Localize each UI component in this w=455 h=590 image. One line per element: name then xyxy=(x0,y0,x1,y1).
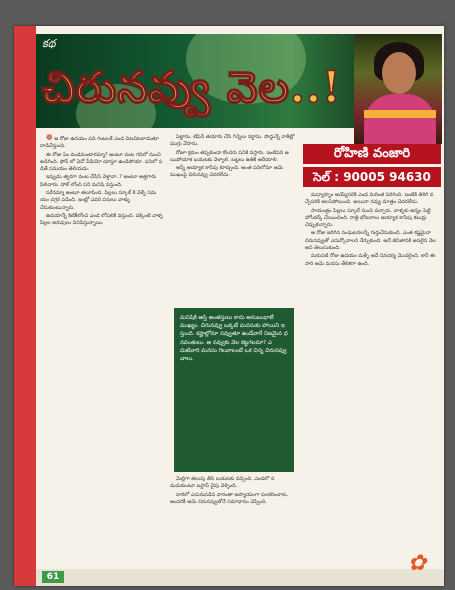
paragraph: పెట్టాను. టిఫిన్ తయారు చేసి గిన్నెలు సర్దాను. పొద్దున్నే వాకిట్లో ముగ్గు వేసాను. xyxy=(170,134,295,148)
author-photo xyxy=(354,34,442,144)
paragraph: ఇప్పుడు త్వరగా వంట చేసేసి వెళ్తావా..? అంటూ అత్తగారు పిలిచారు. హాల్ లోంచి పని మనిషి వస్తుంది. xyxy=(40,174,157,188)
author-name: రోహిణి వంజారి xyxy=(303,144,441,164)
article-column-1 xyxy=(40,134,164,566)
page-number: 61 xyxy=(42,571,64,583)
article-column-2-bottom xyxy=(170,476,298,566)
story-title: చిరునవ్వు వెల..! xyxy=(42,63,342,113)
section-tag: కథ xyxy=(42,37,56,50)
drop-bullet-icon: ❁ xyxy=(46,134,53,142)
paragraph: సాయంత్రం పిల్లలు స్కూల్ నుంచి వచ్చారు. వాళ్ళకు అన్నం పెట్టి హోంవర్క్ చేయించింది. రాత్రి భోజనాలు అయ్యాక కాసేపు కబుర్లు చెప్పుకున్నారు. xyxy=(305,207,431,229)
paragraph: మెల్లిగా తలుపు తీసి బయటకు వచ్చింది. ఎండలో నడుచుకుంటూ బస్టాప్ వైపు వెళ్ళింది. xyxy=(170,476,275,490)
magazine-logo-icon: ✿ xyxy=(407,551,427,576)
paragraph: ఉదయాన్నే కిటికీలోంచి ఎండ లోపలికి వస్తుంది. పక్కింటి వాళ్ళ పిల్లల అరుపులు వినిపిస్తున్నాయి. xyxy=(40,212,163,227)
page-footer xyxy=(36,569,444,586)
pull-quote-box: మనిషికి ఆస్తి అంతస్తులు కాదు అనుబంధాలే ముఖ్యం. చిరునవ్వు ఒక్కటే మనసుకు హాయిని ఇస్తుంది. కష్టాల్లోనూ నవ్వుతూ ఉండేవారే నిజమైన ధనవంతులు. ఆ నవ్వుకు వెల కట్టగలమా? ఎదుటివారి మనసు గెలవాలంటే ఒక చిన్న చిరునవ్వు చాలు. xyxy=(174,308,294,472)
photo-saree xyxy=(364,94,436,144)
paragraph: ఆ రోజు జరిగిన సంఘటనలన్నీ గుర్తుచేసుకుంది. ఎంత కష్టమైనా చిరునవ్వుతో ఎదుర్కోవాలని నేర్చుకుంది. అదే జీవితానికి అసలైన వెల అని తెలుసుకుంది. xyxy=(305,230,436,252)
paragraph: రోజూ క్రమం తప్పకుండా కొందరు పనికి వస్తారు. ఇంటిపని అయిపోయాక బయటకు వెళ్ళాలి. బట్టలు ఉతికి ఆరేయాలి. xyxy=(170,149,289,163)
left-color-band xyxy=(14,26,36,586)
paragraph: అన్నీ అయ్యాక కాసేపు కూర్చుంది. అంత పనిలోనూ ఆమె ముఖంపై చిరునవ్వు చెదరలేదు. xyxy=(170,165,284,179)
photo-border xyxy=(364,110,436,118)
paragraph: మరుసటి రోజు ఉదయం మళ్ళీ అదే దినచర్య మొదలైంది. కానీ ఈసారి ఆమె మనసు తేలికగా ఉంది. xyxy=(305,253,436,267)
author-phone: సెల్ : 90005 94630 xyxy=(303,167,441,187)
article-column-2-top xyxy=(170,134,298,306)
title-banner xyxy=(36,34,354,128)
paragraph: సరేనమ్మా అంటూ తలూపింది. పిల్లలు స్కూల్ కి వెళ్ళే సమయం దగ్గర పడింది. ఇంట్లో ఎవరి పనులు వాళ్ళు చేసుకుంటున్నారు. xyxy=(40,190,157,211)
magazine-page xyxy=(14,26,444,586)
paragraph: మధ్యాహ్నం అయ్యేసరికి ఎండ మరింత పెరిగింది. ఇంటికి తిరిగి వచ్చేసరికి అలసిపోయింది. అయినా నవ్వు మాత్రం చెదరలేదు. xyxy=(305,192,434,206)
paragraph: ఈ రోజు ఏం వండమంటారమ్మా? అంటూ వంట గదిలో నుంచి అడిగింది. ఫోన్ లో ఏదో వీడియో చూస్తూ ఉండిపోయా. పనిలో పడితే సమయం తెలియదు. xyxy=(40,151,163,173)
paragraph: ఆ రోజు ఉదయం పది గంటలకే ఎండ చిటచిటలాడుతూ దాడిచేస్తుంది. xyxy=(40,136,159,150)
paragraph: దారిలో ఎదురుపడిన వారంతా ఆప్యాయంగా పలకరించారు. అందరికీ ఆమె చిరునవ్వుతోనే సమాధానం చెప్పింది. xyxy=(170,491,289,505)
article-column-3 xyxy=(305,192,440,566)
photo-face xyxy=(382,52,416,94)
